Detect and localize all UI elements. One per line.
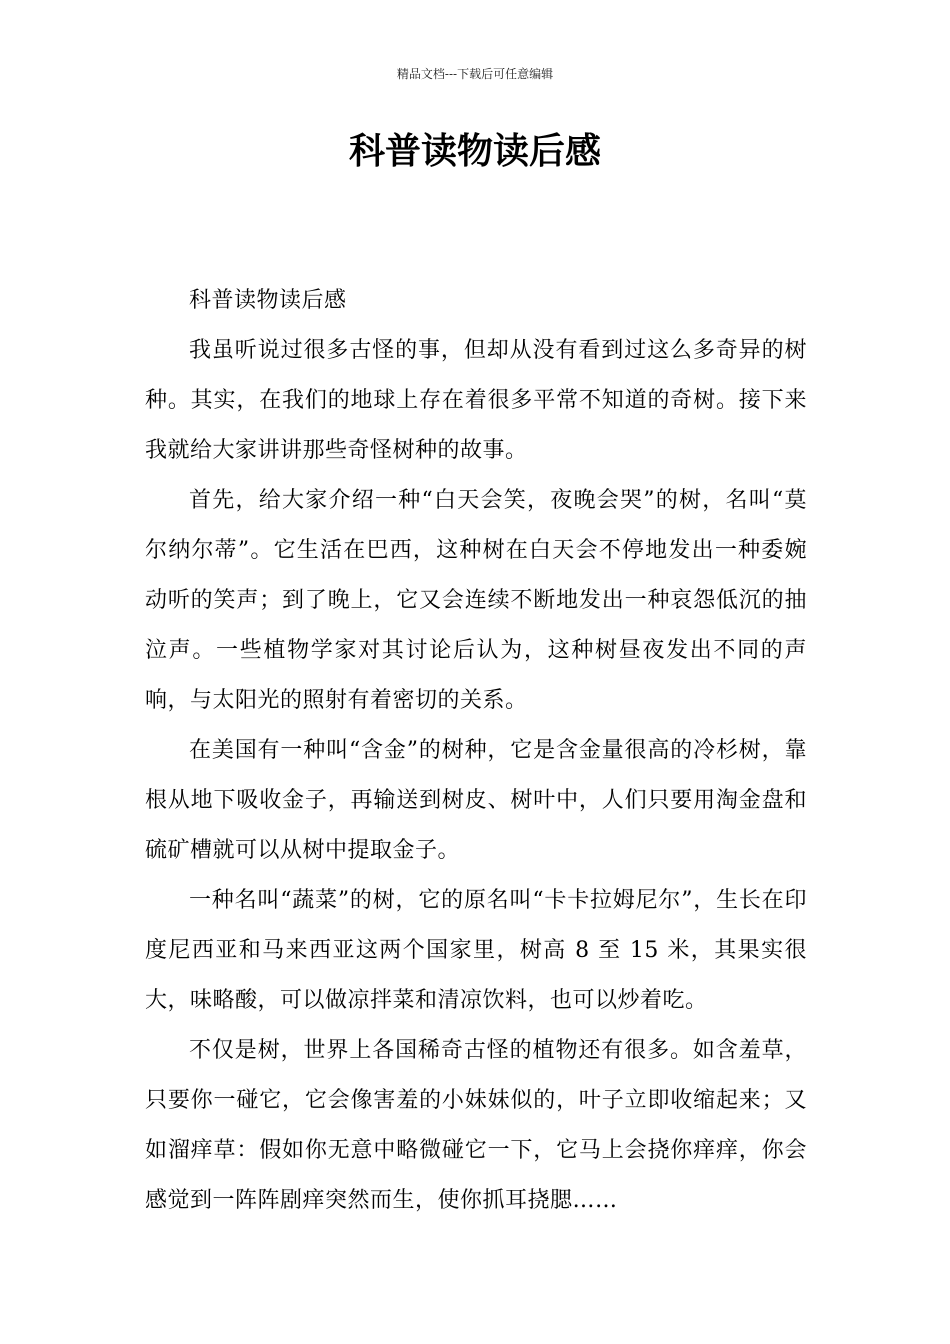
paragraph-subtitle: 科普读物读后感 <box>189 288 347 313</box>
paragraph-intro: 我虽听说过很多古怪的事，但却从没有看到过这么多奇异的树种。其实，在我们的地球上存在着很多平常不知道的奇树。接下来我就给大家讲讲那些奇怪树种的故事。 <box>145 338 807 463</box>
paragraph-laughing-tree: 首先，给大家介绍一种“白天会笑，夜晚会哭”的树，名叫“莫尔纳尔蒂”。它生活在巴西，这种树在白天会不停地发出一种委婉动听的笑声；到了晚上，它又会连续不断地发出一种哀怨低沉的抽泣声。一些植物学家对其讨论后认为，这种树昼夜发出不同的声响，与太阳光的照射有着密切的关系。 <box>145 488 807 713</box>
paragraph-gold-tree: 在美国有一种叫“含金”的树种，它是含金量很高的冷杉树，靠根从地下吸收金子，再输送到树皮、树叶中，人们只要用淘金盘和硫矿槽就可以从树中提取金子。 <box>145 738 807 863</box>
header-note: 精品文档---下载后可任意编辑 <box>396 67 554 81</box>
paragraph-vegetable-tree: 一种名叫“蔬菜”的树，它的原名叫“卡卡拉姆尼尔”，生长在印度尼西亚和马来西亚这两个国家里，树高 8 至 15 米，其果实很大，味略酸，可以做凉拌菜和清凉饮料，也可以炒着吃。 <box>145 888 807 1013</box>
paragraph-other-plants: 不仅是树，世界上各国稀奇古怪的植物还有很多。如含羞草，只要你一碰它，它会像害羞的小妹妹似的，叶子立即收缩起来；又如溜痒草：假如你无意中略微碰它一下，它马上会挠你痒痒，你会感觉到一阵阵剧痒突然而生，使你抓耳挠腮…… <box>145 1038 807 1213</box>
page-title: 科普读物读后感 <box>348 131 601 172</box>
document-body <box>145 276 807 1226</box>
